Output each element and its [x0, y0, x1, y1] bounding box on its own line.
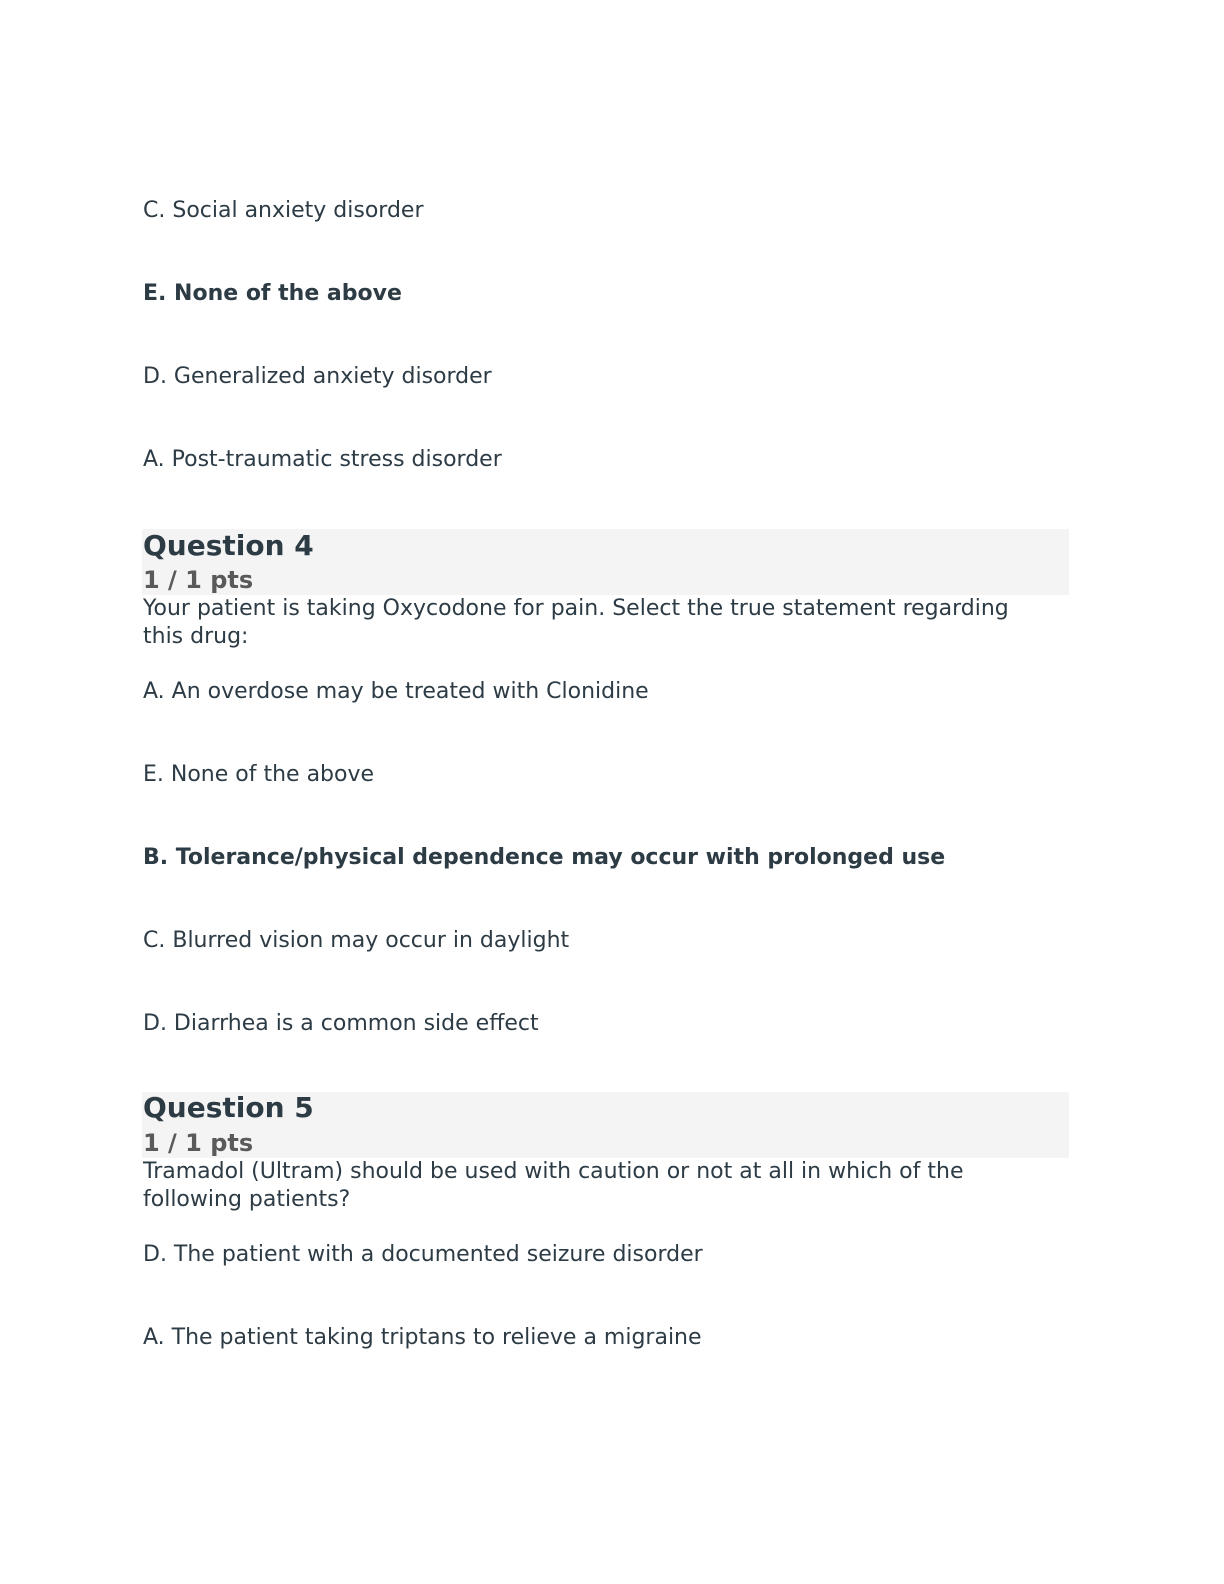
answer-option: D. The patient with a documented seizure disorder — [143, 1242, 703, 1267]
question-points: 1 / 1 pts — [143, 566, 254, 594]
answer-option: A. Post-traumatic stress disorder — [143, 447, 502, 472]
answer-option: C. Blurred vision may occur in daylight — [143, 928, 570, 953]
question-points: 1 / 1 pts — [143, 1129, 254, 1157]
answer-option-selected: B. Tolerance/physical dependence may occur with prolonged use — [143, 845, 946, 870]
answer-option: D. Generalized anxiety disorder — [143, 364, 492, 389]
question-title: Question 5 — [143, 1091, 314, 1124]
answer-option: A. An overdose may be treated with Clonidine — [143, 679, 649, 704]
question-title: Question 4 — [143, 529, 314, 562]
answer-option: D. Diarrhea is a common side effect — [143, 1011, 539, 1036]
answer-option: A. The patient taking triptans to relieve a migraine — [143, 1325, 702, 1350]
question-text: Tramadol (Ultram) should be used with caution or not at all in which of the following patients? — [143, 1159, 964, 1212]
answer-option-selected: E. None of the above — [143, 281, 402, 306]
answer-option: C. Social anxiety disorder — [143, 198, 424, 223]
question-text: Your patient is taking Oxycodone for pain. Select the true statement regarding this drug: — [143, 596, 1009, 649]
answer-option: E. None of the above — [143, 762, 375, 787]
